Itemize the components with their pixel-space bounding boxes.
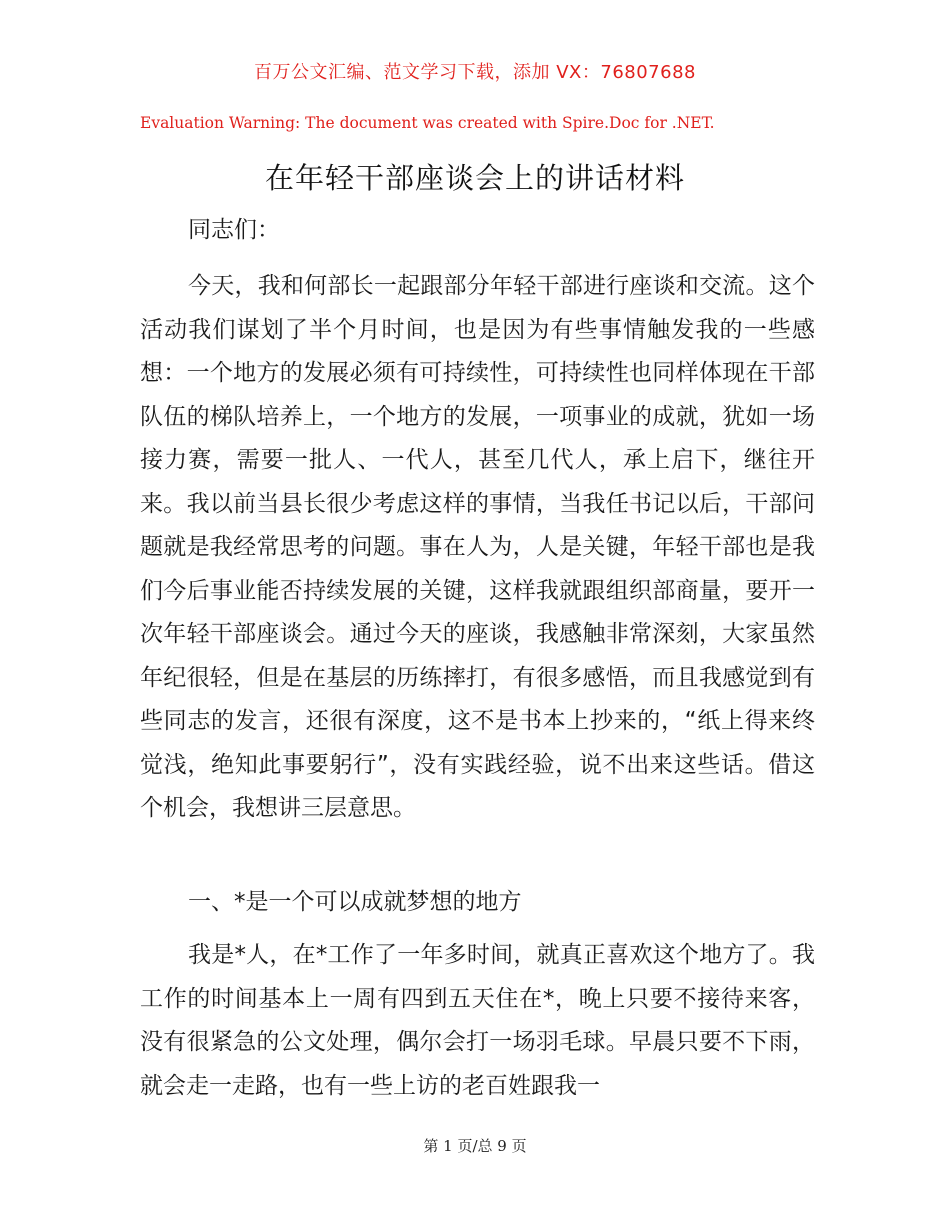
page-number-footer: 第 1 页/总 9 页 — [423, 1137, 527, 1155]
evaluation-warning: Evaluation Warning: The document was created with Spire.Doc for .NET. — [140, 114, 715, 132]
body-paragraph: 今天，我和何部长一起跟部分年轻干部进行座谈和交流。这个活动我们谋划了半个月时间，也是因为有些事情触发我的一些感想：一个地方的发展必须有可持续性，可持续性也同样体现在干部队伍的梯队培养上，一个地方的发展，一项事业的成就，犹如一场接力赛，需要一批人、一代人，甚至几代人，承上启下，继往开来。我以前当县长很少考虑这样的事情，当我任书记以后，干部问题就是我经常思考的问题。事在人为，人是关键，年轻干部也是我们今后事业能否持续发展的关键，这样我就跟组织部商量，要开一次年轻干部座谈会。通过今天的座谈，我感触非常深刻，大家虽然年纪很轻，但是在基层的历练摔打，有很多感悟，而且我感觉到有些同志的发言，还很有深度，这不是书本上抄来的，“纸上得来终觉浅，绝知此事要躬行”，没有实践经验，说不出来这些话。借这个机会，我想讲三层意思。 — [140, 273, 815, 821]
body-paragraph: 我是*人，在*工作了一年多时间，就真正喜欢这个地方了。我工作的时间基本上一周有四到五天住在*，晚上只要不接待来客，没有很紧急的公文处理，偶尔会打一场羽毛球。早晨只要不下雨，就会走一走路，也有一些上访的老百姓跟我一 — [140, 942, 815, 1099]
greeting: 同志们： — [188, 217, 280, 243]
section-heading: 一、*是一个可以成就梦想的地方 — [188, 889, 522, 915]
document-title: 在年轻干部座谈会上的讲话材料 — [264, 161, 685, 195]
ad-banner: 百万公文汇编、范文学习下载，添加 VX：76807688 — [254, 62, 696, 83]
